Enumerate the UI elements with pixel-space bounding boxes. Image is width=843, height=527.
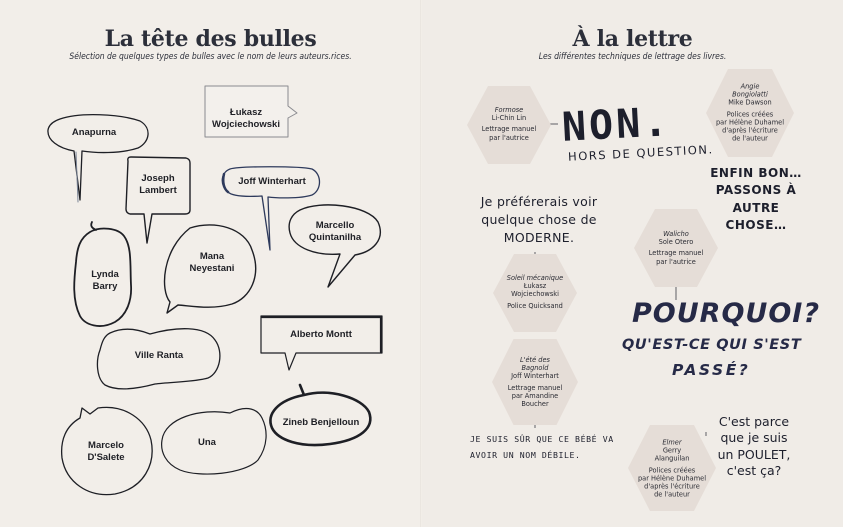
bubble-marcelo: Marcelo D'Salete — [87, 440, 125, 463]
sample-moderne: Je préférerais voir quelque chose de MODERNE. — [480, 194, 598, 246]
hex-formose-title: Formose — [494, 106, 524, 115]
hex-angie-author: Mike Dawson — [728, 99, 772, 108]
hex-angie — [708, 83, 792, 144]
bubble-ville: Ville Ranta — [134, 350, 184, 362]
hex-soleil-technique: Police Quicksand — [507, 301, 563, 310]
hex-ete — [493, 356, 577, 408]
left-title: La tête des bulles — [104, 26, 317, 52]
sample-non: NON. — [560, 99, 672, 151]
hex-ete-technique: Lettrage manuel par Amandine Boucher — [507, 383, 563, 408]
sample-poulet: C'est parce que je suis un POULET, c'est ça? — [717, 414, 791, 478]
hex-elmer-technique: Polices créées par Hélène Duhamel d'après l'écriture de l'auteur — [637, 466, 707, 500]
hex-soleil — [493, 274, 577, 310]
bubble-zineb: Zineb Benjelloun — [282, 417, 360, 429]
bubble-alberto: Alberto Montt — [290, 329, 352, 341]
hex-formose — [467, 106, 551, 142]
bubble-lukasz: Łukasz Wojciechowski — [212, 107, 280, 130]
bubble-joff: Joff Winterhart — [238, 176, 306, 188]
hex-elmer — [630, 439, 714, 500]
hex-ete-author: Joff Winterhart — [511, 372, 559, 381]
hex-soleil-author: Łukasz Wojciechowski — [511, 282, 559, 299]
bubble-marcello-shape — [289, 205, 380, 287]
hex-formose-technique: Lettrage manuel par l'autrice — [481, 125, 537, 142]
bubble-zineb-shape — [270, 385, 370, 445]
hex-angie-technique: Polices créées par Hélène Duhamel d'après l'écriture de l'auteur — [715, 110, 785, 144]
sample-pourquoi-line-3: PASSÉ? — [672, 361, 751, 379]
bubble-lynda: Lynda Barry — [91, 269, 119, 292]
sample-bebe: JE SUIS SÛR QUE CE BÉBÉ VA AVOIR UN NOM DÉBILE. — [470, 434, 614, 460]
bubble-joseph: Joseph Lambert — [139, 173, 177, 196]
hex-elmer-author: Gerry Alanguilan — [654, 446, 690, 464]
hex-angie-title: Angie Bongiolatti — [732, 82, 768, 99]
bubble-mana: Mana Neyestani — [189, 251, 235, 274]
bubble-joseph-shape — [126, 157, 190, 243]
sample-hors-de-question: HORS DE QUESTION. — [567, 142, 714, 164]
right-page — [422, 0, 843, 527]
sample-enfin-bon: ENFIN BON… PASSONS À AUTRE CHOSE… — [710, 166, 802, 233]
hex-ete-title: L'été des Bagnold — [520, 355, 550, 373]
bubble-alberto-shape — [261, 316, 382, 370]
hex-walicho-technique: Lettrage manuel par l'autrice — [648, 249, 704, 266]
sample-pourquoi-line-2: QU'EST-CE QUI S'EST — [622, 337, 802, 353]
hex-walicho — [634, 230, 718, 266]
hex-soleil-title: Soleil mécanique — [506, 274, 564, 283]
hex-walicho-author: Sole Otero — [658, 238, 694, 247]
left-page — [0, 0, 421, 527]
right-title: À la lettre — [572, 26, 693, 52]
hex-walicho-title: Walicho — [663, 230, 689, 239]
sample-pourquoi-line-1: POURQUOI? — [632, 298, 820, 329]
bubble-anapurna: Anapurna — [71, 127, 117, 139]
right-subtitle: Les différentes techniques de lettrage des livres. — [538, 52, 727, 62]
hex-elmer-title: Elmer — [662, 438, 682, 447]
left-subtitle: Sélection de quelques types de bulles avec le nom de leurs auteurs.rices. — [69, 52, 352, 62]
bubble-marcello: Marcello Quintanilha — [308, 220, 362, 243]
bubble-una: Una — [198, 437, 216, 449]
hex-formose-author: Li-Chin Lin — [491, 114, 527, 123]
